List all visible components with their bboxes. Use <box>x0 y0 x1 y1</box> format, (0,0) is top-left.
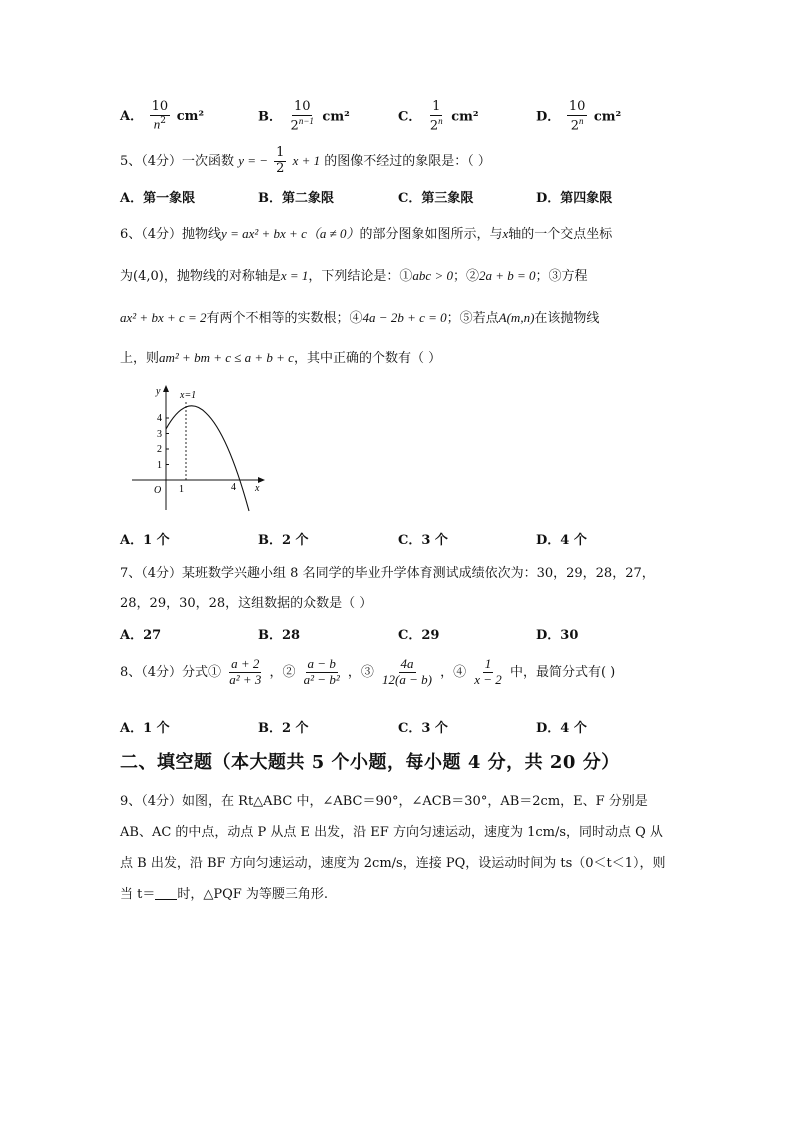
q7-option-b: B．28 <box>258 628 301 643</box>
formula: A(m,n) <box>498 310 535 325</box>
text: ；② <box>452 269 479 284</box>
fraction-denominator: 12(a − b) <box>382 671 432 687</box>
unit: cm² <box>451 109 479 125</box>
text: 有两个不相等的实数根；④ <box>206 311 363 326</box>
q8-option-c: C．3 个 <box>398 721 448 736</box>
text: ；③方程 <box>535 269 588 284</box>
q9-line-4 <box>120 883 328 902</box>
unit: cm² <box>322 109 350 125</box>
q8-fraction-2 <box>302 657 342 688</box>
q8-stem <box>120 657 615 688</box>
y-tick-label: 3 <box>157 429 162 440</box>
q8-fraction-3 <box>380 657 434 688</box>
formula: ax² + bx + c = 2 <box>120 310 207 325</box>
symmetry-axis-label: x=1 <box>180 390 197 401</box>
q9-line-1: 9、（4分）如图，在 Rt△ABC 中，∠ABC＝90°，∠ACB＝30°，AB＝2cm，E、F 分别是 <box>120 794 648 809</box>
q6-line-1 <box>120 223 612 242</box>
text: ，下列结论是：① <box>308 269 413 284</box>
formula: 2a + b = 0 <box>478 268 536 283</box>
text: 轴的一个交点坐标 <box>508 227 613 242</box>
q4-option-a <box>120 100 204 133</box>
fraction-numerator: 1 <box>432 99 441 114</box>
q5-option-a: A．第一象限 <box>120 191 196 206</box>
y-tick-label: 1 <box>157 460 162 471</box>
q8-option-b: B．2 个 <box>258 721 309 736</box>
origin-label: O <box>154 485 162 496</box>
q6-option-c: C．3 个 <box>398 533 448 548</box>
text: 在该抛物线 <box>534 311 600 326</box>
fraction-denominator: 2$^n$ <box>429 115 443 134</box>
q5-option-c: C．第三象限 <box>398 191 474 206</box>
text: ，其中正确的个数有（ ） <box>293 351 442 366</box>
q9-line-3: 点 B 出发，沿 BF 方向匀速运动，速度为 2cm/s，连接 PQ，设运动时间为 ts（0＜t＜1），则 <box>120 856 666 871</box>
text: ，④ <box>440 664 467 680</box>
fraction-numerator: 1 <box>484 656 492 671</box>
q5-fraction <box>274 146 286 177</box>
fraction-denominator: $2^{n-1}$ <box>290 115 314 134</box>
x-tick-label: 1 <box>179 484 184 495</box>
fraction-numerator: 10 <box>293 99 311 114</box>
q4-option-d <box>536 100 621 134</box>
q8-option-a: A．1 个 <box>120 721 170 736</box>
formula: （a ≠ 0） <box>306 226 360 241</box>
q5-suffix: 的图像不经过的象限是：（ ） <box>324 153 491 169</box>
q5-stem <box>120 146 491 177</box>
formula: 4a − 2b + c = 0 <box>362 310 447 325</box>
y-ticks <box>157 413 169 471</box>
q5-option-b: B．第二象限 <box>258 191 334 206</box>
q7-line-2: 28，29，30，28，这组数据的众数是（ ） <box>120 596 373 611</box>
text: 时，△PQF 为等腰三角形. <box>177 887 329 902</box>
text: ，③ <box>347 664 374 680</box>
option-label: A． <box>120 109 144 125</box>
fraction <box>150 100 171 133</box>
fraction-denominator: 2 <box>276 160 285 176</box>
q5-prefix: 5、（4分）一次函数 <box>120 153 235 169</box>
q7-option-a: A．27 <box>120 628 162 643</box>
q5-formula-pre: y = − <box>238 152 269 168</box>
parabola-graph <box>128 382 268 522</box>
q6-option-d: D．4 个 <box>536 533 587 548</box>
text: 的部分图象如图所示，与 <box>359 227 503 242</box>
unit: cm² <box>176 109 205 125</box>
q6-line-2 <box>120 265 588 284</box>
formula: y = ax² + bx + c <box>221 226 307 241</box>
q8-fraction-4 <box>472 657 504 688</box>
fraction-denominator: a² + 3 <box>229 671 262 687</box>
y-tick-label: 4 <box>157 413 162 424</box>
x-axis-label: x <box>255 483 260 494</box>
text: 8、（4分）分式① <box>120 664 222 680</box>
x-tick-label: 4 <box>231 482 236 493</box>
text: ，抛物线的对称轴是 <box>163 269 281 284</box>
y-tick-label: 2 <box>157 444 162 455</box>
text: 中，最简分式有( ) <box>509 664 616 680</box>
section-heading: 二、填空题（本大题共 5 个小题，每小题 4 分，共 20 分） <box>120 752 620 773</box>
fraction-numerator: 10 <box>568 99 586 114</box>
fraction-denominator: x − 2 <box>474 671 502 687</box>
answer-blank[interactable] <box>155 887 177 900</box>
q4-option-c <box>398 100 479 134</box>
text: ；⑤若点 <box>446 311 499 326</box>
parabola-curve <box>166 406 249 511</box>
formula: x = 1 <box>280 268 309 283</box>
formula: am² + bm + c ≤ a + b + c <box>159 350 294 365</box>
q6-option-a: A．1 个 <box>120 533 170 548</box>
formula: x <box>502 226 509 241</box>
fraction-numerator: a − b <box>307 656 336 671</box>
fraction-numerator: 10 <box>151 99 169 114</box>
fraction <box>289 100 316 134</box>
fraction-numerator: 1 <box>276 145 285 160</box>
q4-option-b <box>258 100 350 134</box>
q9-line-2: AB、AC 的中点，动点 P 从点 E 出发，沿 EF 方向匀速运动，速度为 1cm/s，同时动点 Q 从 <box>120 825 663 840</box>
text: 上，则 <box>120 351 160 366</box>
q7-line-1: 7、（4分）某班数学兴趣小组 8 名同学的毕业升学体育测试成绩依次为：30，29，28，27， <box>120 566 655 581</box>
fraction <box>428 100 445 134</box>
option-label: D． <box>536 109 561 125</box>
fraction-denominator: $n^2$ <box>153 115 167 132</box>
q8-fraction-1 <box>227 657 263 688</box>
text: ，② <box>269 664 296 680</box>
q6-line-3 <box>120 307 599 326</box>
option-label: C． <box>398 109 422 125</box>
q7-option-d: D．30 <box>536 628 579 643</box>
q5-formula-post: x + 1 <box>292 152 321 168</box>
unit: cm² <box>593 109 622 125</box>
q5-option-d: D．第四象限 <box>536 191 613 206</box>
formula: (4,0) <box>133 269 164 284</box>
formula: abc > 0 <box>412 268 453 283</box>
fraction-denominator: 2$^n$ <box>570 115 584 134</box>
fraction-numerator: 4a <box>400 656 414 671</box>
fraction <box>567 100 588 134</box>
q8-option-d: D．4 个 <box>536 721 587 736</box>
y-axis-label: y <box>156 386 161 397</box>
option-label: B． <box>258 109 282 125</box>
y-axis-arrow <box>163 385 169 392</box>
text: 当 t＝ <box>120 887 156 902</box>
text: 6、（4分）抛物线 <box>120 227 222 242</box>
q7-option-c: C．29 <box>398 628 440 643</box>
text: 为 <box>120 269 134 284</box>
q6-line-4 <box>120 347 441 366</box>
fraction-numerator: a + 2 <box>231 656 260 671</box>
fraction-denominator: a² − b² <box>303 671 340 687</box>
q6-option-b: B．2 个 <box>258 533 309 548</box>
